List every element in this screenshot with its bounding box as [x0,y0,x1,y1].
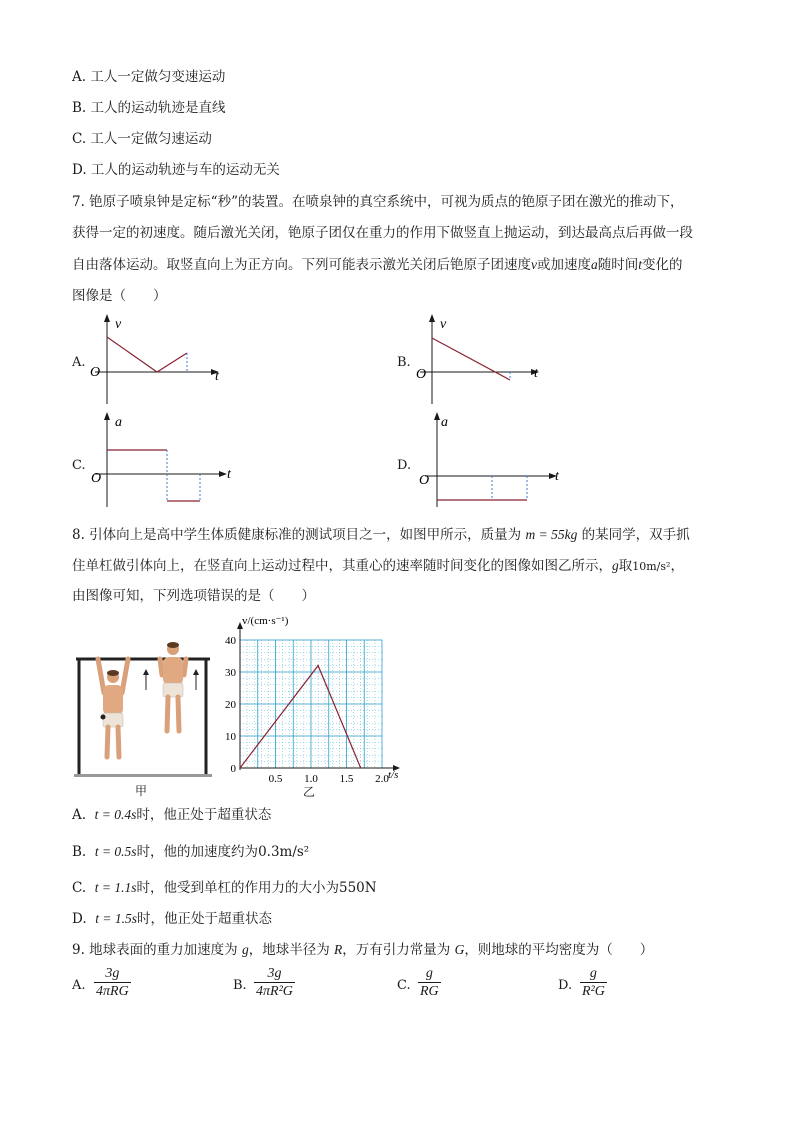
q7-stem-line1: 7. 铯原子喷泉钟是定标“秒”的装置。在喷泉钟的真空系统中，可视为质点的铯原子团在激光的推动下， [72,194,684,210]
q6-option-a: A. 工人一定做匀变速运动 [72,69,226,85]
q8-option-c-value: 550N [338,880,377,896]
q8-option-d [72,910,272,928]
q8-mass: m = 55kg [525,527,578,542]
graph-c-origin: O [91,471,102,486]
chart-series-point [360,767,362,769]
q8-option-b-label: B. [72,844,87,860]
graph-d-t-label: t [555,469,559,484]
graph-d-a-label: a [441,415,448,430]
q9-option-b-numerator: 3g [267,966,282,981]
q7-graph-b-label: B. [397,355,411,370]
chart-x-tick-label: 0.5 [268,773,283,785]
q9-option-a-label: A. [72,978,86,993]
pullup-floor [74,774,212,777]
chart-x-tick-label: 1.5 [339,773,354,785]
q8-stem-line1-text-a: 8. 引体向上是高中学生体质健康标准的测试项目之一，如图甲所示，质量为 [72,527,522,543]
q7-stem-line3-text-c: 随时间 [597,257,639,273]
q9-stem-text-d: ，则地球的平均密度为（ ） [464,942,654,958]
graph-a-v-arrow [104,314,110,322]
graph-b-v-label: v [440,317,447,332]
q9-var-r: R [334,942,343,957]
q7-stem-line3 [72,256,683,274]
chart-y-tick-label: 20 [225,699,236,711]
chart-grid [240,640,382,768]
q9-option-d-fraction [580,966,607,1000]
q9-option-c-denominator: RG [420,984,439,999]
graph-c-t-label: t [227,467,231,482]
chart-x-tick-label: 2.0 [375,773,389,785]
graph-b-t-label: t [534,366,538,381]
q9-option-c-label: C. [397,978,411,993]
q6-option-d: D. 工人的运动轨迹与车的运动无关 [72,162,280,178]
q7-graph-d-label: D. [397,458,412,473]
graph-b-v-line [432,338,510,380]
q8-option-a-label: A. [72,807,87,823]
graph-d-origin: O [419,473,430,488]
q9-var-bigg: G [454,942,465,957]
chart-series-point [239,767,241,769]
q8-option-d-text: 时，他正处于超重状态 [136,911,272,927]
q6-option-b: B. 工人的运动轨迹是直线 [72,100,226,116]
q7-graph-c-label: C. [72,458,86,473]
q8-fig-jia-caption: 甲 [135,784,148,798]
q8-option-c-label: C. [72,880,87,896]
q8-option-b-value: 0.3m/s² [258,844,310,860]
q9-option-c-fraction [418,966,441,1000]
q9-option-a-fraction [94,966,131,1000]
graph-a-origin: O [90,365,101,380]
chart-series-point [317,665,319,667]
q9-option-d-label: D. [558,978,573,993]
q7-graph-b [410,312,560,407]
person-hanging-icon [98,659,128,757]
graph-c-t-arrow [219,471,227,477]
chart-y-tick-label: 0 [230,763,236,775]
q9-option-b-denominator: 4πR²G [256,984,293,999]
q7-graph-c [85,410,245,510]
chart-y-label: v/(cm·s⁻¹) [242,615,289,627]
q8-stem-line2-text-b: 取 [618,558,633,574]
q7-graph-d [415,410,575,510]
q7-var-a: a [591,257,598,272]
q7-var-v: v [531,257,537,272]
q7-stem-line3-text-d: 变化的 [642,257,683,273]
q7-var-t: t [638,257,643,272]
q8-g-value: 10m/s² [632,560,671,573]
q9-option-d-denominator: R²G [582,984,605,999]
q8-g-symbol: g [612,558,619,573]
q7-stem-line2: 获得一定的初速度。随后激光关闭，铯原子团仅在重力的作用下做竖直上抛运动，到达最高点后再做一段 [72,225,693,241]
q7-stem-line3-text-a: 自由落体运动。取竖直向上为正方向。下列可能表示激光关闭后铯原子团速度 [72,257,531,273]
q9-option-a-denominator: 4πRG [96,984,129,999]
graph-b-origin: O [416,367,427,382]
q8-option-d-label: D. [72,911,87,927]
graph-c-a-label: a [115,415,122,430]
chart-x-label: t/s [388,769,399,781]
q8-stem-line2 [72,557,684,576]
chart-y-tick-label: 30 [225,667,236,679]
graph-c-a-arrow [104,412,110,420]
q7-graph-a [85,312,235,407]
q8-stem-line2-text-c: ， [670,558,684,574]
chart-y-tick-label: 10 [225,731,236,743]
q8-option-a-text: 时，他正处于超重状态 [136,807,272,823]
chart-y-tick-label: 40 [225,635,236,647]
q8-fig-yi-caption: 乙 [303,785,316,799]
q8-option-c [72,879,377,897]
q8-option-c-time: t = 1.1s [94,880,137,895]
q9-option-c-numerator: g [425,966,433,981]
q8-option-b-time: t = 0.5s [94,844,137,859]
graph-b-v-arrow [429,314,435,322]
graph-a-v-label: v [115,317,122,332]
q9-var-g: g [241,942,249,957]
q8-option-b-text: 时，他的加速度约为 [136,844,259,860]
chart-x-tick-label: 1.0 [304,773,318,785]
person-pulled-up-icon [160,642,186,731]
q8-option-c-text: 时，他受到单杠的作用力的大小为 [136,880,339,896]
q8-stem-line3: 由图像可知，下列选项错误的是（ ） [72,588,315,604]
q8-option-a [72,806,271,824]
q6-option-c: C. 工人一定做匀速运动 [72,131,212,147]
q9-stem [72,941,653,959]
q8-figure-jia [74,635,214,795]
q9-option-b-fraction [254,966,295,1000]
q9-option-d-numerator: g [589,966,597,981]
q8-stem-line1 [72,526,690,544]
q7-stem-line4: 图像是（ ） [72,288,167,304]
q9-stem-text-b: ，地球半径为 [248,942,335,958]
q8-stem-line1-text-b: 的某同学，双手抓 [581,527,690,543]
q9-stem-text-c: ，万有引力常量为 [342,942,455,958]
q8-stem-line2-text-a: 住单杠做引体向上，在竖直向上运动过程中，其重心的速率随时间变化的图像如图乙所示， [72,558,612,574]
graph-d-a-arrow [434,412,440,420]
q9-option-b-label: B. [233,978,247,993]
q8-option-b [72,843,309,861]
q8-option-d-time: t = 1.5s [95,911,137,926]
q7-graph-a-label: A. [72,355,86,370]
graph-a-v-line [107,337,187,372]
q8-option-a-time: t = 0.4s [94,807,137,822]
q9-stem-text-a: 9. 地球表面的重力加速度为 [72,942,242,958]
graph-a-t-label: t [215,369,219,384]
q9-option-a-numerator: 3g [105,966,120,981]
q7-stem-line3-text-b: 或加速度 [537,257,591,273]
q8-chart [220,612,410,792]
